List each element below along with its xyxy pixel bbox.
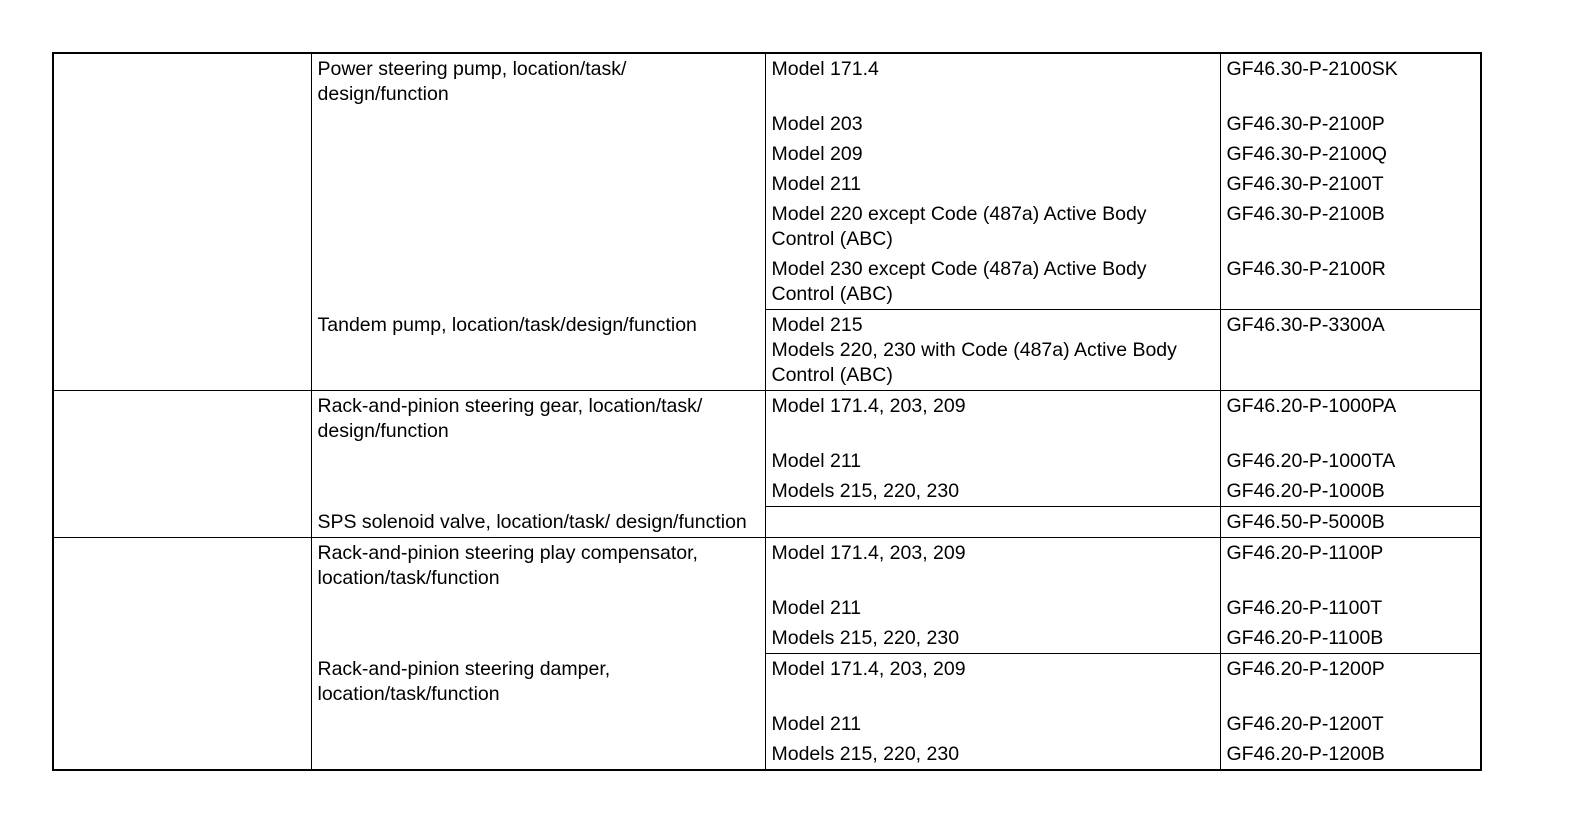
- model-cell: Model 211: [765, 709, 1220, 739]
- table-row: [53, 654, 1481, 710]
- doc-ref-cell: GF46.30-P-2100Q: [1220, 139, 1481, 169]
- blank-cell: [53, 654, 311, 771]
- blank-cell: [53, 310, 311, 391]
- table-row: [53, 53, 1481, 109]
- model-cell: Models 215, 220, 230: [765, 739, 1220, 770]
- model-cell: Model 209: [765, 139, 1220, 169]
- table-row: [53, 538, 1481, 594]
- model-cell: Model 171.4, 203, 209: [765, 538, 1220, 594]
- doc-ref-cell: GF46.30-P-2100P: [1220, 109, 1481, 139]
- model-cell: Model 230 except Code (487a) Active Body Control (ABC): [765, 254, 1220, 310]
- doc-ref-cell: GF46.20-P-1100B: [1220, 623, 1481, 654]
- component-cell: Rack-and-pinion steering damper, location/task/function: [311, 654, 765, 771]
- table-row: [53, 391, 1481, 447]
- model-line: Model 215: [771, 314, 863, 336]
- doc-ref-cell: GF46.50-P-5000B: [1220, 507, 1481, 538]
- component-cell: Tandem pump, location/task/design/function: [311, 310, 765, 391]
- doc-ref-cell: GF46.20-P-1200B: [1220, 739, 1481, 770]
- doc-ref-cell: GF46.20-P-1000TA: [1220, 446, 1481, 476]
- model-cell: Model 171.4, 203, 209: [765, 654, 1220, 710]
- blank-cell: [53, 538, 311, 654]
- blank-cell: [53, 507, 311, 538]
- component-cell: SPS solenoid valve, location/task/ design/function: [311, 507, 765, 538]
- model-cell: Model 203: [765, 109, 1220, 139]
- doc-ref-cell: GF46.30-P-2100B: [1220, 199, 1481, 254]
- component-reference-table: [52, 52, 1482, 771]
- doc-ref-cell: GF46.30-P-3300A: [1220, 310, 1481, 391]
- model-line: Models 220, 230 with Code (487a) Active Body Control (ABC): [771, 339, 1177, 386]
- blank-cell: [53, 391, 311, 507]
- table-row: [53, 310, 1481, 391]
- blank-cell: [53, 53, 311, 310]
- doc-ref-cell: GF46.20-P-1100T: [1220, 593, 1481, 623]
- doc-ref-cell: GF46.20-P-1000B: [1220, 476, 1481, 507]
- component-cell: Rack-and-pinion steering play compensator, location/task/function: [311, 538, 765, 654]
- model-cell: Model 171.4: [765, 53, 1220, 109]
- model-cell: Models 215, 220, 230: [765, 623, 1220, 654]
- model-cell: [765, 507, 1220, 538]
- model-cell: Model 171.4, 203, 209: [765, 391, 1220, 447]
- model-cell: Model 211: [765, 593, 1220, 623]
- doc-ref-cell: GF46.20-P-1100P: [1220, 538, 1481, 594]
- model-cell: Model 220 except Code (487a) Active Body Control (ABC): [765, 199, 1220, 254]
- model-cell: [765, 310, 1220, 391]
- doc-ref-cell: GF46.20-P-1200T: [1220, 709, 1481, 739]
- model-cell: Models 215, 220, 230: [765, 476, 1220, 507]
- model-cell: Model 211: [765, 446, 1220, 476]
- doc-ref-cell: GF46.20-P-1200P: [1220, 654, 1481, 710]
- model-cell: Model 211: [765, 169, 1220, 199]
- doc-ref-cell: GF46.30-P-2100R: [1220, 254, 1481, 310]
- doc-ref-cell: GF46.20-P-1000PA: [1220, 391, 1481, 447]
- doc-ref-cell: GF46.30-P-2100SK: [1220, 53, 1481, 109]
- component-cell: Power steering pump, location/task/ design/function: [311, 53, 765, 310]
- doc-ref-cell: GF46.30-P-2100T: [1220, 169, 1481, 199]
- table-row: [53, 507, 1481, 538]
- component-cell: Rack-and-pinion steering gear, location/task/ design/function: [311, 391, 765, 507]
